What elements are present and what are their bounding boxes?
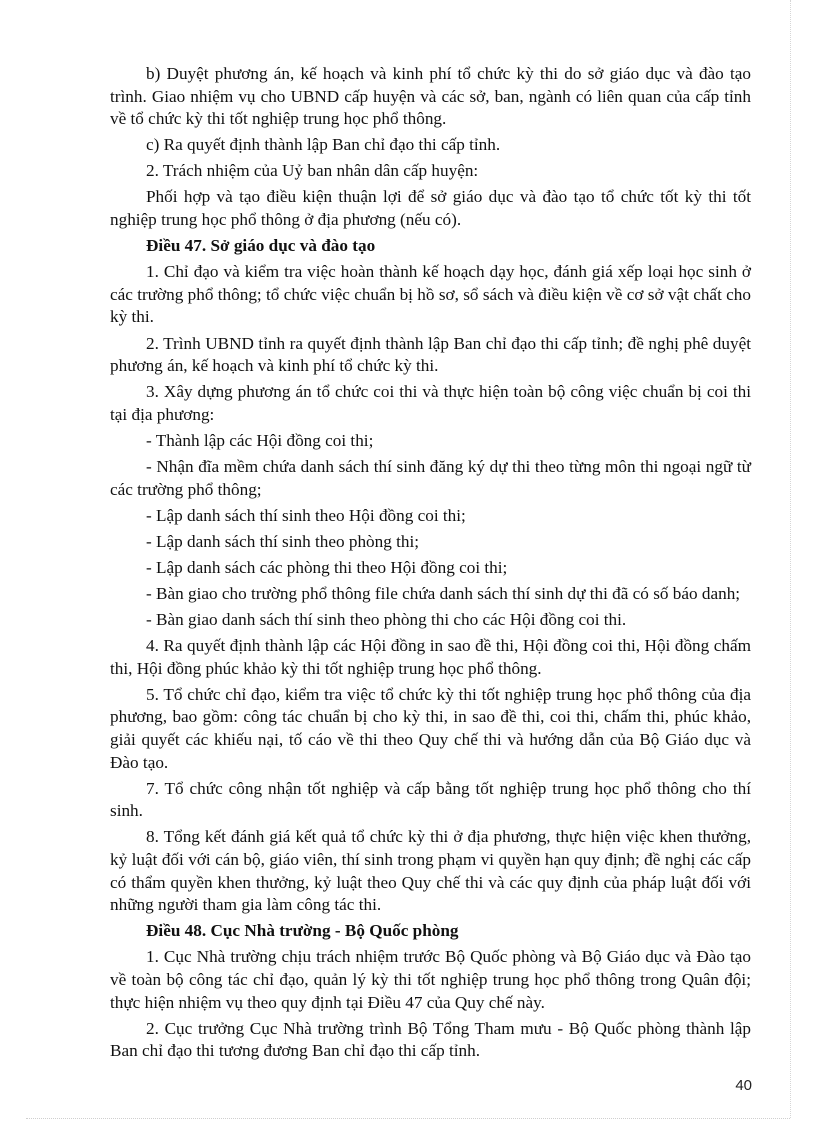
list-item: - Lập danh sách các phòng thi theo Hội đồng coi thi; <box>146 557 508 577</box>
paragraph: 7. Tổ chức công nhận tốt nghiệp và cấp bằng tốt nghiệp trung học phổ thông cho thí sinh. <box>110 778 751 821</box>
list-item: - Lập danh sách thí sinh theo Hội đồng coi thi; <box>146 505 466 525</box>
list-item: - Bàn giao cho trường phổ thông file chứa danh sách thí sinh dự thi đã có số báo danh; <box>146 583 741 603</box>
paragraph: 1. Cục Nhà trường chịu trách nhiệm trước Bộ Quốc phòng và Bộ Giáo dục và Đào tạo về toàn bộ công tác chỉ đạo, quản lý kỳ thi tốt nghiệp trung học phổ thông trong Quân đội; thực hiện nhiệm vụ theo quy định tại Điều 47 của Quy chế này. <box>110 947 751 1012</box>
page-bottom-border <box>26 1118 790 1119</box>
paragraph: 5. Tổ chức chỉ đạo, kiểm tra việc tổ chức kỳ thi tốt nghiệp trung học phổ thông của địa phương, bao gồm: công tác chuẩn bị cho kỳ thi, in sao đề thi, coi thi, chấm thi, phúc khảo, giải quyết các khiếu nại, tố cáo về thi theo Quy chế thi và hướng dẫn của Bộ Giáo dục và Đào tạo. <box>110 684 751 772</box>
paragraph: c) Ra quyết định thành lập Ban chỉ đạo thi cấp tỉnh. <box>146 135 501 155</box>
article-heading: Điều 47. Sở giáo dục và đào tạo <box>146 236 376 256</box>
document-body <box>110 63 751 1066</box>
paragraph: 2. Trình UBND tỉnh ra quyết định thành lập Ban chỉ đạo thi cấp tỉnh; đề nghị phê duyệt phương án, kế hoạch và kinh phí tổ chức kỳ thi. <box>110 333 751 376</box>
page-right-border <box>790 0 791 1118</box>
paragraph: 8. Tổng kết đánh giá kết quả tổ chức kỳ thi ở địa phương, thực hiện việc khen thưởng, kỷ luật đối với cán bộ, giáo viên, thí sinh trong phạm vi quyền hạn quy định; đề nghị các cấp có thẩm quyền khen thưởng, kỷ luật theo Quy chế thi và các quy định của pháp luật đối với những người tham gia làm công tác thi. <box>110 827 751 915</box>
article-heading: Điều 48. Cục Nhà trường - Bộ Quốc phòng <box>146 921 459 941</box>
paragraph: b) Duyệt phương án, kế hoạch và kinh phí tổ chức kỳ thi do sở giáo dục và đào tạo trình. Giao nhiệm vụ cho UBND cấp huyện và các sở, ban, ngành có liên quan của cấp tỉnh về tổ chức kỳ thi tốt nghiệp trung học phổ thông. <box>110 64 751 129</box>
list-item: - Lập danh sách thí sinh theo phòng thi; <box>146 531 420 551</box>
paragraph: 2. Cục trưởng Cục Nhà trường trình Bộ Tổng Tham mưu - Bộ Quốc phòng thành lập Ban chỉ đạo thi tương đương Ban chỉ đạo thi cấp tỉnh. <box>110 1018 751 1061</box>
list-item: - Bàn giao danh sách thí sinh theo phòng thi cho các Hội đồng coi thi. <box>146 610 627 630</box>
list-item: - Nhận đĩa mềm chứa danh sách thí sinh đăng ký dự thi theo từng môn thi ngoại ngữ từ các trường phổ thông; <box>110 457 751 499</box>
list-item: - Thành lập các Hội đồng coi thi; <box>146 430 374 450</box>
paragraph: 3. Xây dựng phương án tổ chức coi thi và thực hiện toàn bộ công việc chuẩn bị coi thi tại địa phương: <box>110 382 751 424</box>
paragraph: 4. Ra quyết định thành lập các Hội đồng in sao đề thi, Hội đồng coi thi, Hội đồng chấm thi, Hội đồng phúc khảo kỳ thi tốt nghiệp trung học phổ thông. <box>110 636 751 678</box>
paragraph: 1. Chỉ đạo và kiểm tra việc hoàn thành kế hoạch dạy học, đánh giá xếp loại học sinh ở các trường phổ thông; tổ chức việc chuẩn bị hồ sơ, sổ sách và điều kiện về cơ sở vật chất cho kỳ thi. <box>110 262 751 327</box>
paragraph: 2. Trách nhiệm của Uỷ ban nhân dân cấp huyện: <box>146 161 479 181</box>
paragraph: Phối hợp và tạo điều kiện thuận lợi để sở giáo dục và đào tạo tổ chức tốt kỳ thi tốt nghiệp trung học phổ thông ở địa phương (nếu có). <box>110 187 751 230</box>
page-number: 40 <box>735 1077 752 1094</box>
